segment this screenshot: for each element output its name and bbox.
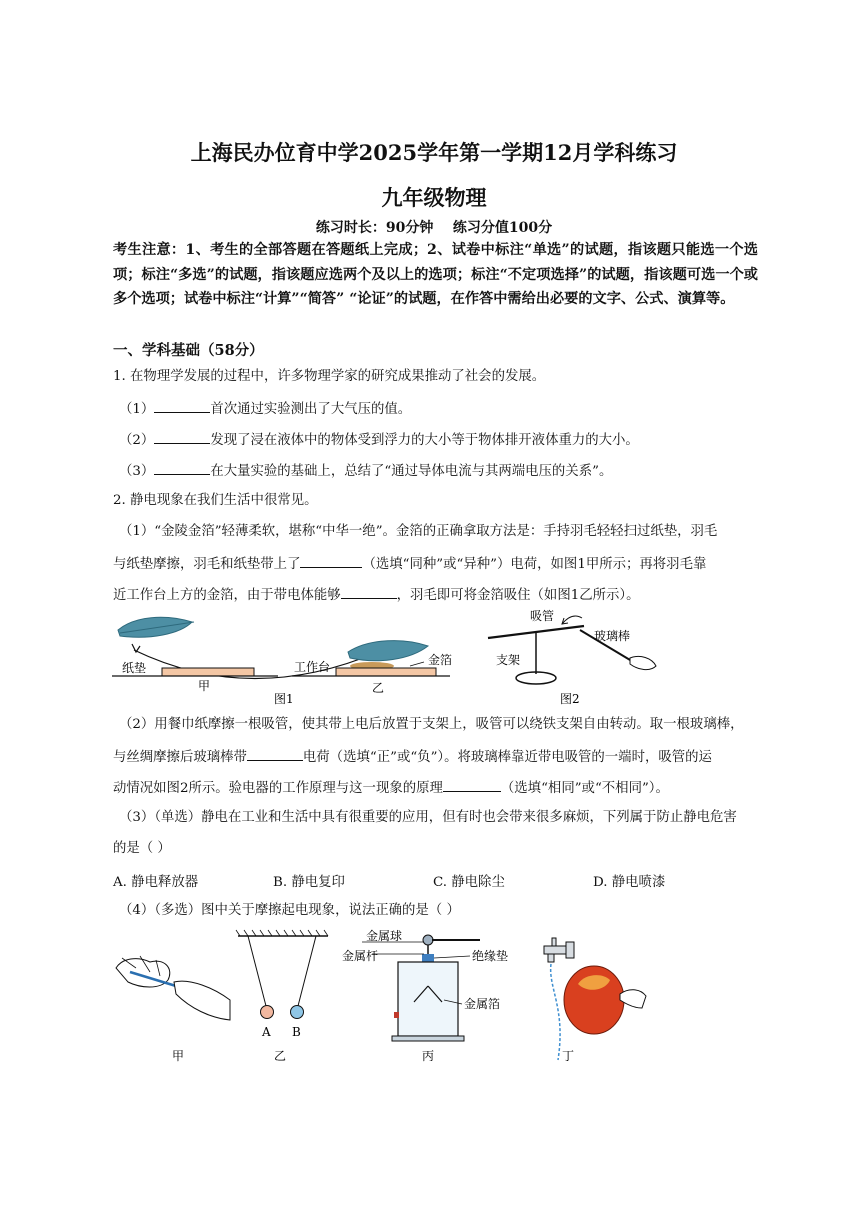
- q2-sub2-text-d: （选填“相同”或“不相同”）。: [500, 781, 669, 796]
- page-title: 上海民办位育中学2025学年第一学期12月学科练习: [190, 140, 678, 165]
- answer-blank: [341, 585, 397, 599]
- answer-blank: [247, 747, 303, 761]
- q2-sub3-line1: （3）（单选）静电在工业和生活中具有很重要的应用，但有时也会带来很多麻烦，下列属于防止静电危害: [119, 810, 737, 825]
- q2-sub4: （4）（多选）图中关于摩擦起电现象，说法正确的是（ ）: [119, 903, 460, 918]
- q2-sub1-text-a: 与纸垫摩擦，羽毛和纸垫带上了: [113, 557, 301, 572]
- section-heading: 一、学科基础（58分）: [113, 342, 264, 359]
- figure-3: [110, 928, 670, 1068]
- fig3-label-b: B: [292, 1025, 301, 1039]
- fig2-label-zhijia: 支架: [496, 653, 521, 667]
- fig3-cap-jia: 甲: [172, 1049, 185, 1063]
- fig3-cap-ding: 丁: [562, 1049, 575, 1063]
- answer-blank: [154, 430, 210, 444]
- fig2-label-boli: 玻璃棒: [594, 629, 631, 643]
- fig3-cap-bing: 丙: [422, 1049, 435, 1063]
- q2-sub1-text-b: （选填“同种”或“异种”）电荷，如图1甲所示；再将羽毛靠: [362, 557, 707, 572]
- fig1-label-gongzuotai: 工作台: [294, 660, 331, 674]
- fig3-label-a: A: [262, 1025, 271, 1039]
- fig1-jia-feather-icon: [118, 617, 194, 637]
- figure-1-2: [110, 608, 670, 708]
- fig3-metal-ball: [423, 935, 433, 945]
- option-c[interactable]: C. 静电除尘: [433, 875, 505, 890]
- q2-sub2-text-a: 与丝绸摩擦后玻璃棒带: [113, 750, 247, 765]
- q1-part3-text: 在大量实验的基础上，总结了“通过导体电流与其两端电压的关系”。: [210, 464, 613, 479]
- q1-part2: [119, 430, 639, 449]
- fig3-cap-yi: 乙: [274, 1049, 287, 1063]
- q1-part2-text: 发现了浸在液体中的物体受到浮力的大小等于物体排开液体重力的大小。: [210, 433, 639, 448]
- option-a[interactable]: A. 静电释放器: [113, 875, 199, 890]
- fig3-ball-b: [291, 1006, 304, 1019]
- option-b[interactable]: B. 静电复印: [273, 875, 345, 890]
- fig3-label-jueyuan: 绝缘垫: [472, 949, 509, 963]
- fig1-label-jia: 甲: [198, 679, 211, 693]
- fig2-caption: 图2: [560, 692, 580, 706]
- q1-part3-num: （3）: [119, 464, 155, 479]
- fig1-caption: 图1: [274, 692, 294, 706]
- fig1-label-jinbo: 金箔: [428, 653, 453, 667]
- q1-part1-text: 首次通过实验测出了大气压的值。: [210, 402, 412, 417]
- q2-stem: 2. 静电现象在我们生活中很常见。: [113, 493, 318, 508]
- q2-sub1-text-c: 近工作台上方的金箔，由于带电体能够: [113, 588, 341, 603]
- fig2-rotation-arrow: [562, 616, 582, 624]
- q2-sub1-line3: [113, 585, 640, 604]
- fig1-label-yi: 乙: [372, 681, 385, 695]
- candidate-notice: 考生注意：1、考生的全部答题在答题纸上完成；2、试卷中标注“单选”的试题，指该题只能选一个选项；标注“多选”的试题，指该题应选两个及以上的选项；标注“不定项选择”的试题，指该题可选一个或多个选项；试卷中标注“计算”“简答” “论证”的试题，在作答中需给出必要的文字、公式、演算等。: [113, 242, 758, 307]
- answer-blank: [443, 778, 501, 792]
- fig3-jia-rubbing-icon: [116, 956, 230, 1020]
- q2-sub1-line2: [113, 554, 706, 573]
- q1-part2-num: （2）: [119, 433, 155, 448]
- q1-stem: 1. 在物理学发展的过程中，许多物理学家的研究成果推动了社会的发展。: [113, 369, 546, 384]
- fig3-label-jinshugan: 金属杆: [342, 949, 379, 963]
- q1-part3: [119, 461, 612, 480]
- q2-sub2-text-b: 电荷（选填“正”或“负”）。将玻璃棒靠近带电吸管的一端时，吸管的运: [302, 750, 712, 765]
- fig3-label-jinshuqiu: 金属球: [366, 929, 403, 943]
- q2-sub2-line3: [113, 778, 669, 797]
- q2-sub3-line2: 的是（ ）: [113, 841, 171, 856]
- fig3-faucet-icon: [544, 938, 574, 962]
- fig1-paper-pad: [162, 668, 254, 676]
- fig2-label-xiguan: 吸管: [530, 609, 555, 623]
- q1-part1-num: （1）: [119, 402, 155, 417]
- fig1-label-zhidian: 纸垫: [122, 661, 147, 675]
- fig3-label-jinshubo: 金属箔: [464, 997, 501, 1011]
- q2-sub2-line2: [113, 747, 712, 766]
- fig3-insulating-pad: [422, 954, 434, 962]
- exam-meta: 练习时长：90分钟 练习分值100分: [315, 220, 553, 236]
- q2-sub1-text-d: ，羽毛即可将金箔吸住（如图1乙所示）。: [396, 588, 640, 603]
- answer-blank: [154, 461, 210, 475]
- fig3-water-stream: [551, 964, 560, 1060]
- q2-sub2-text-c: 动情况如图2所示。验电器的工作原理与这一现象的原理: [113, 781, 443, 796]
- fig1-yi-feather-icon: [348, 641, 428, 661]
- option-d[interactable]: D. 静电喷漆: [593, 875, 666, 890]
- q2-sub2-line1: （2）用餐巾纸摩擦一根吸管，使其带上电后放置于支架上，吸管可以绕铁支架自由转动。取一根玻璃棒，: [119, 717, 744, 732]
- fig3-balloon-icon: [564, 966, 646, 1034]
- answer-blank: [300, 554, 362, 568]
- q2-sub1-line1: （1）“金陵金箔”轻薄柔软，堪称“中华一绝”。金箔的正确拿取方法是：手持羽毛轻轻扫过纸垫，羽毛: [119, 524, 718, 539]
- fig2-hand-icon: [630, 656, 656, 669]
- fig1-worktable: [336, 668, 436, 676]
- fig3-case: [398, 962, 458, 1036]
- page-subtitle: 九年级物理: [381, 185, 487, 210]
- fig3-ball-a: [261, 1006, 274, 1019]
- answer-blank: [154, 399, 210, 413]
- q1-part1: [119, 399, 411, 418]
